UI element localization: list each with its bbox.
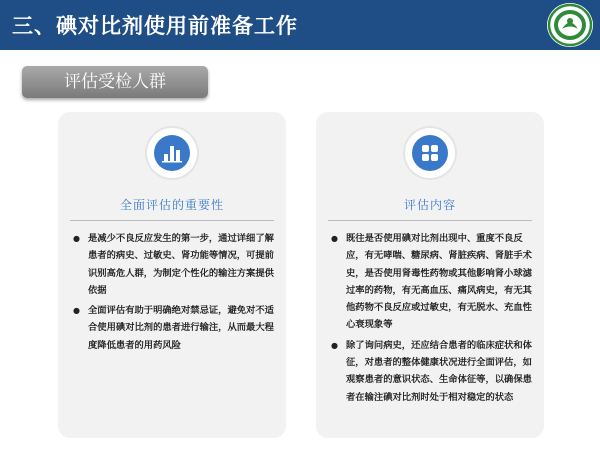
bar-chart-icon xyxy=(147,128,197,178)
bullet-text: 全面评估有助于明确绝对禁忌证，避免对不适合使用碘对比剂的患者进行输注，从而最大程度降低患者的用药风险 xyxy=(88,305,274,351)
bullet-text: 除了询问病史，还应结合患者的临床症状和体征，对患者的整体健康状况进行全面评估，如观察患者的意识状态、生命体征等，以确保患者在输注碘对比剂时处于相对稳定的状态 xyxy=(346,339,532,403)
header-bar xyxy=(0,0,600,50)
list-item xyxy=(328,337,534,406)
bullet-icon: ● xyxy=(331,340,338,350)
list-item xyxy=(70,230,276,299)
bullet-list xyxy=(70,230,276,357)
page-title: 三、碘对比剂使用前准备工作 xyxy=(12,14,298,38)
importance-card xyxy=(58,112,286,438)
section-label-bar xyxy=(22,66,208,98)
card-title: 全面评估的重要性 xyxy=(119,198,224,212)
card-divider xyxy=(70,220,274,221)
grid-icon xyxy=(405,128,455,178)
card-divider xyxy=(328,220,532,221)
bullet-text: 是减少不良反应发生的第一步，通过详细了解患者的病史、过敏史、肾功能等情况，可提前识别高危人群，为制定个性化的输注方案提供依据 xyxy=(88,233,274,296)
assessment-content-card xyxy=(316,112,544,438)
bullet-icon: ● xyxy=(73,234,80,243)
list-item xyxy=(328,230,534,334)
hospital-logo-icon xyxy=(546,2,594,48)
bullet-text: 既往是否使用碘对比剂出现中、重度不良反应，有无哮喘、糖尿病、肾脏疾病、肾脏手术史，是否使用肾毒性药物或其他影响肾小球滤过率的药物，有无高血压、痛风病史，有无其他药物不良反应或过敏史，有无脱水、充血性心衰现象等 xyxy=(346,233,532,331)
card-icon-badge xyxy=(147,128,197,178)
list-item xyxy=(70,302,276,354)
card-icon-badge xyxy=(405,128,455,178)
bullet-list xyxy=(328,230,534,409)
card-title: 评估内容 xyxy=(403,198,456,212)
bullet-icon: ● xyxy=(73,306,80,316)
section-label: 评估受检人群 xyxy=(64,72,166,92)
bullet-icon: ● xyxy=(331,234,338,243)
